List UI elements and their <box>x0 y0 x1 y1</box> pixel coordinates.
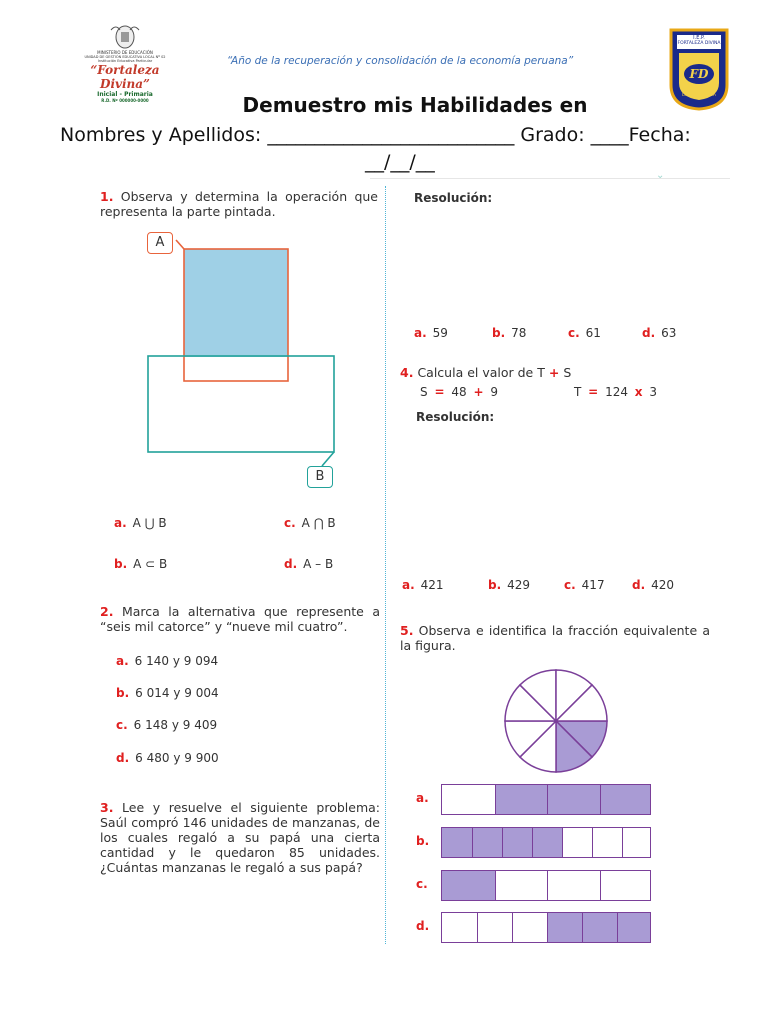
fraction-cell <box>592 828 622 857</box>
q2-number: 2. <box>100 604 114 619</box>
q5-option-d-bar[interactable] <box>441 912 651 943</box>
fraction-cell <box>617 913 651 942</box>
date-line: __/__/__ <box>365 151 435 173</box>
badge-initials: FD <box>689 67 709 81</box>
logo-level: Inicial - Primaria <box>97 91 153 98</box>
q4-option-a[interactable]: a. 421 <box>402 578 444 592</box>
q1-set-diagram <box>140 228 340 492</box>
q2-option-d[interactable]: d. 6 480 y 9 900 <box>116 751 219 765</box>
q5-option-b-label: b. <box>416 834 430 848</box>
q5-pie-figure <box>494 668 618 774</box>
fraction-cell <box>582 913 617 942</box>
q2-option-b[interactable]: b. 6 014 y 9 004 <box>116 686 219 700</box>
q4-s-expression: S = 48 + 9 <box>420 385 498 399</box>
q3-option-b[interactable]: b. 78 <box>492 326 527 340</box>
q1-option-a[interactable]: a. A ⋃ B <box>114 516 167 530</box>
fraction-cell <box>442 913 477 942</box>
q2-option-c[interactable]: c. 6 148 y 9 409 <box>116 718 218 732</box>
q4-option-c[interactable]: c. 417 <box>564 578 605 592</box>
header-divider <box>370 178 730 179</box>
badge-top: I.E.P. <box>693 35 705 41</box>
fraction-cell <box>562 828 592 857</box>
fraction-cell <box>532 828 562 857</box>
column-divider <box>385 186 386 944</box>
logo-rd: R.D. Nº 000000-0000 <box>101 98 149 103</box>
q3-option-a[interactable]: a. 59 <box>414 326 448 340</box>
q4-option-b[interactable]: b. 429 <box>488 578 531 592</box>
logo-school-name: “Fortaleza Divina” <box>90 63 160 91</box>
q1-number: 1. <box>100 189 114 204</box>
q1-text: 1. Observa y determina la operación que representa la parte pintada. <box>100 189 378 219</box>
q3-resolution-label: Resolución: <box>414 191 493 205</box>
fraction-cell <box>600 785 652 814</box>
q3-text: 3. Lee y resuelve el siguiente problema: Saúl compró 146 unidades de manzanas, de los cuales regaló a su papá una cierta cantidad y le quedaron 85 unidades. ¿Cuántas manzanas le regaló a sus papá? <box>100 800 380 875</box>
chevron-down-icon: ⌄ <box>656 170 665 181</box>
q5-option-d-label: d. <box>416 919 430 933</box>
fraction-cell <box>547 785 600 814</box>
q2-text: 2. Marca la alternativa que represente a “seis mil catorce” y “nueve mil cuatro”. <box>100 604 380 634</box>
fraction-cell <box>472 828 502 857</box>
page-title: Demuestro mis Habilidades en <box>242 93 588 117</box>
q3-option-c[interactable]: c. 61 <box>568 326 601 340</box>
set-a-label: A <box>147 232 173 254</box>
logo-inst: Institución Educativa Particular <box>97 59 153 63</box>
student-info-line: Nombres y Apellidos: __________________________ Grado: ____Fecha: <box>60 124 691 146</box>
fraction-cell <box>442 785 495 814</box>
q5-option-c-bar[interactable] <box>441 870 651 901</box>
q4-resolution-label: Resolución: <box>416 410 495 424</box>
q3-number: 3. <box>100 800 114 815</box>
coat-of-arms-icon <box>108 22 142 50</box>
q4-t-expression: T = 124 x 3 <box>574 385 658 399</box>
q1-option-c[interactable]: c. A ⋂ B <box>284 516 336 530</box>
fraction-cell <box>622 828 651 857</box>
q3-option-d[interactable]: d. 63 <box>642 326 677 340</box>
q5-option-c-label: c. <box>416 877 428 891</box>
set-b-label: B <box>307 466 333 488</box>
fraction-cell <box>442 871 495 900</box>
q5-option-a-bar[interactable] <box>441 784 651 815</box>
fraction-cell <box>477 913 512 942</box>
badge-bottom: LA ESPERANZA <box>682 93 716 98</box>
q5-text: 5. Observa e identifica la fracción equivalente a la figura. <box>400 623 710 653</box>
motto: “Año de la recuperación y consolidación de la economía peruana” <box>226 55 574 67</box>
q5-number: 5. <box>400 623 414 638</box>
fraction-cell <box>547 913 582 942</box>
q1-option-d[interactable]: d. A – B <box>284 557 334 571</box>
q5-option-a-label: a. <box>416 791 429 805</box>
fraction-cell <box>547 871 600 900</box>
logo-ugel: UNIDAD DE GESTIÓN EDUCATIVA LOCAL Nº 02 <box>84 55 166 59</box>
q4-option-d[interactable]: d. 420 <box>632 578 675 592</box>
badge-name: FORTALEZA DIVINA <box>677 41 721 46</box>
fraction-cell <box>495 871 548 900</box>
q4-number: 4. <box>400 365 414 380</box>
fraction-cell <box>512 913 547 942</box>
q5-option-b-bar[interactable] <box>441 827 651 858</box>
fraction-cell <box>600 871 652 900</box>
logo-ministry: MINISTERIO DE EDUCACIÓN <box>97 50 153 55</box>
q1-option-b[interactable]: b. A ⊂ B <box>114 557 168 571</box>
q2-option-a[interactable]: a. 6 140 y 9 094 <box>116 654 219 668</box>
fraction-cell <box>495 785 548 814</box>
fraction-cell <box>442 828 472 857</box>
fraction-cell <box>502 828 532 857</box>
q4-text: 4. Calcula el valor de T + S <box>400 365 572 380</box>
